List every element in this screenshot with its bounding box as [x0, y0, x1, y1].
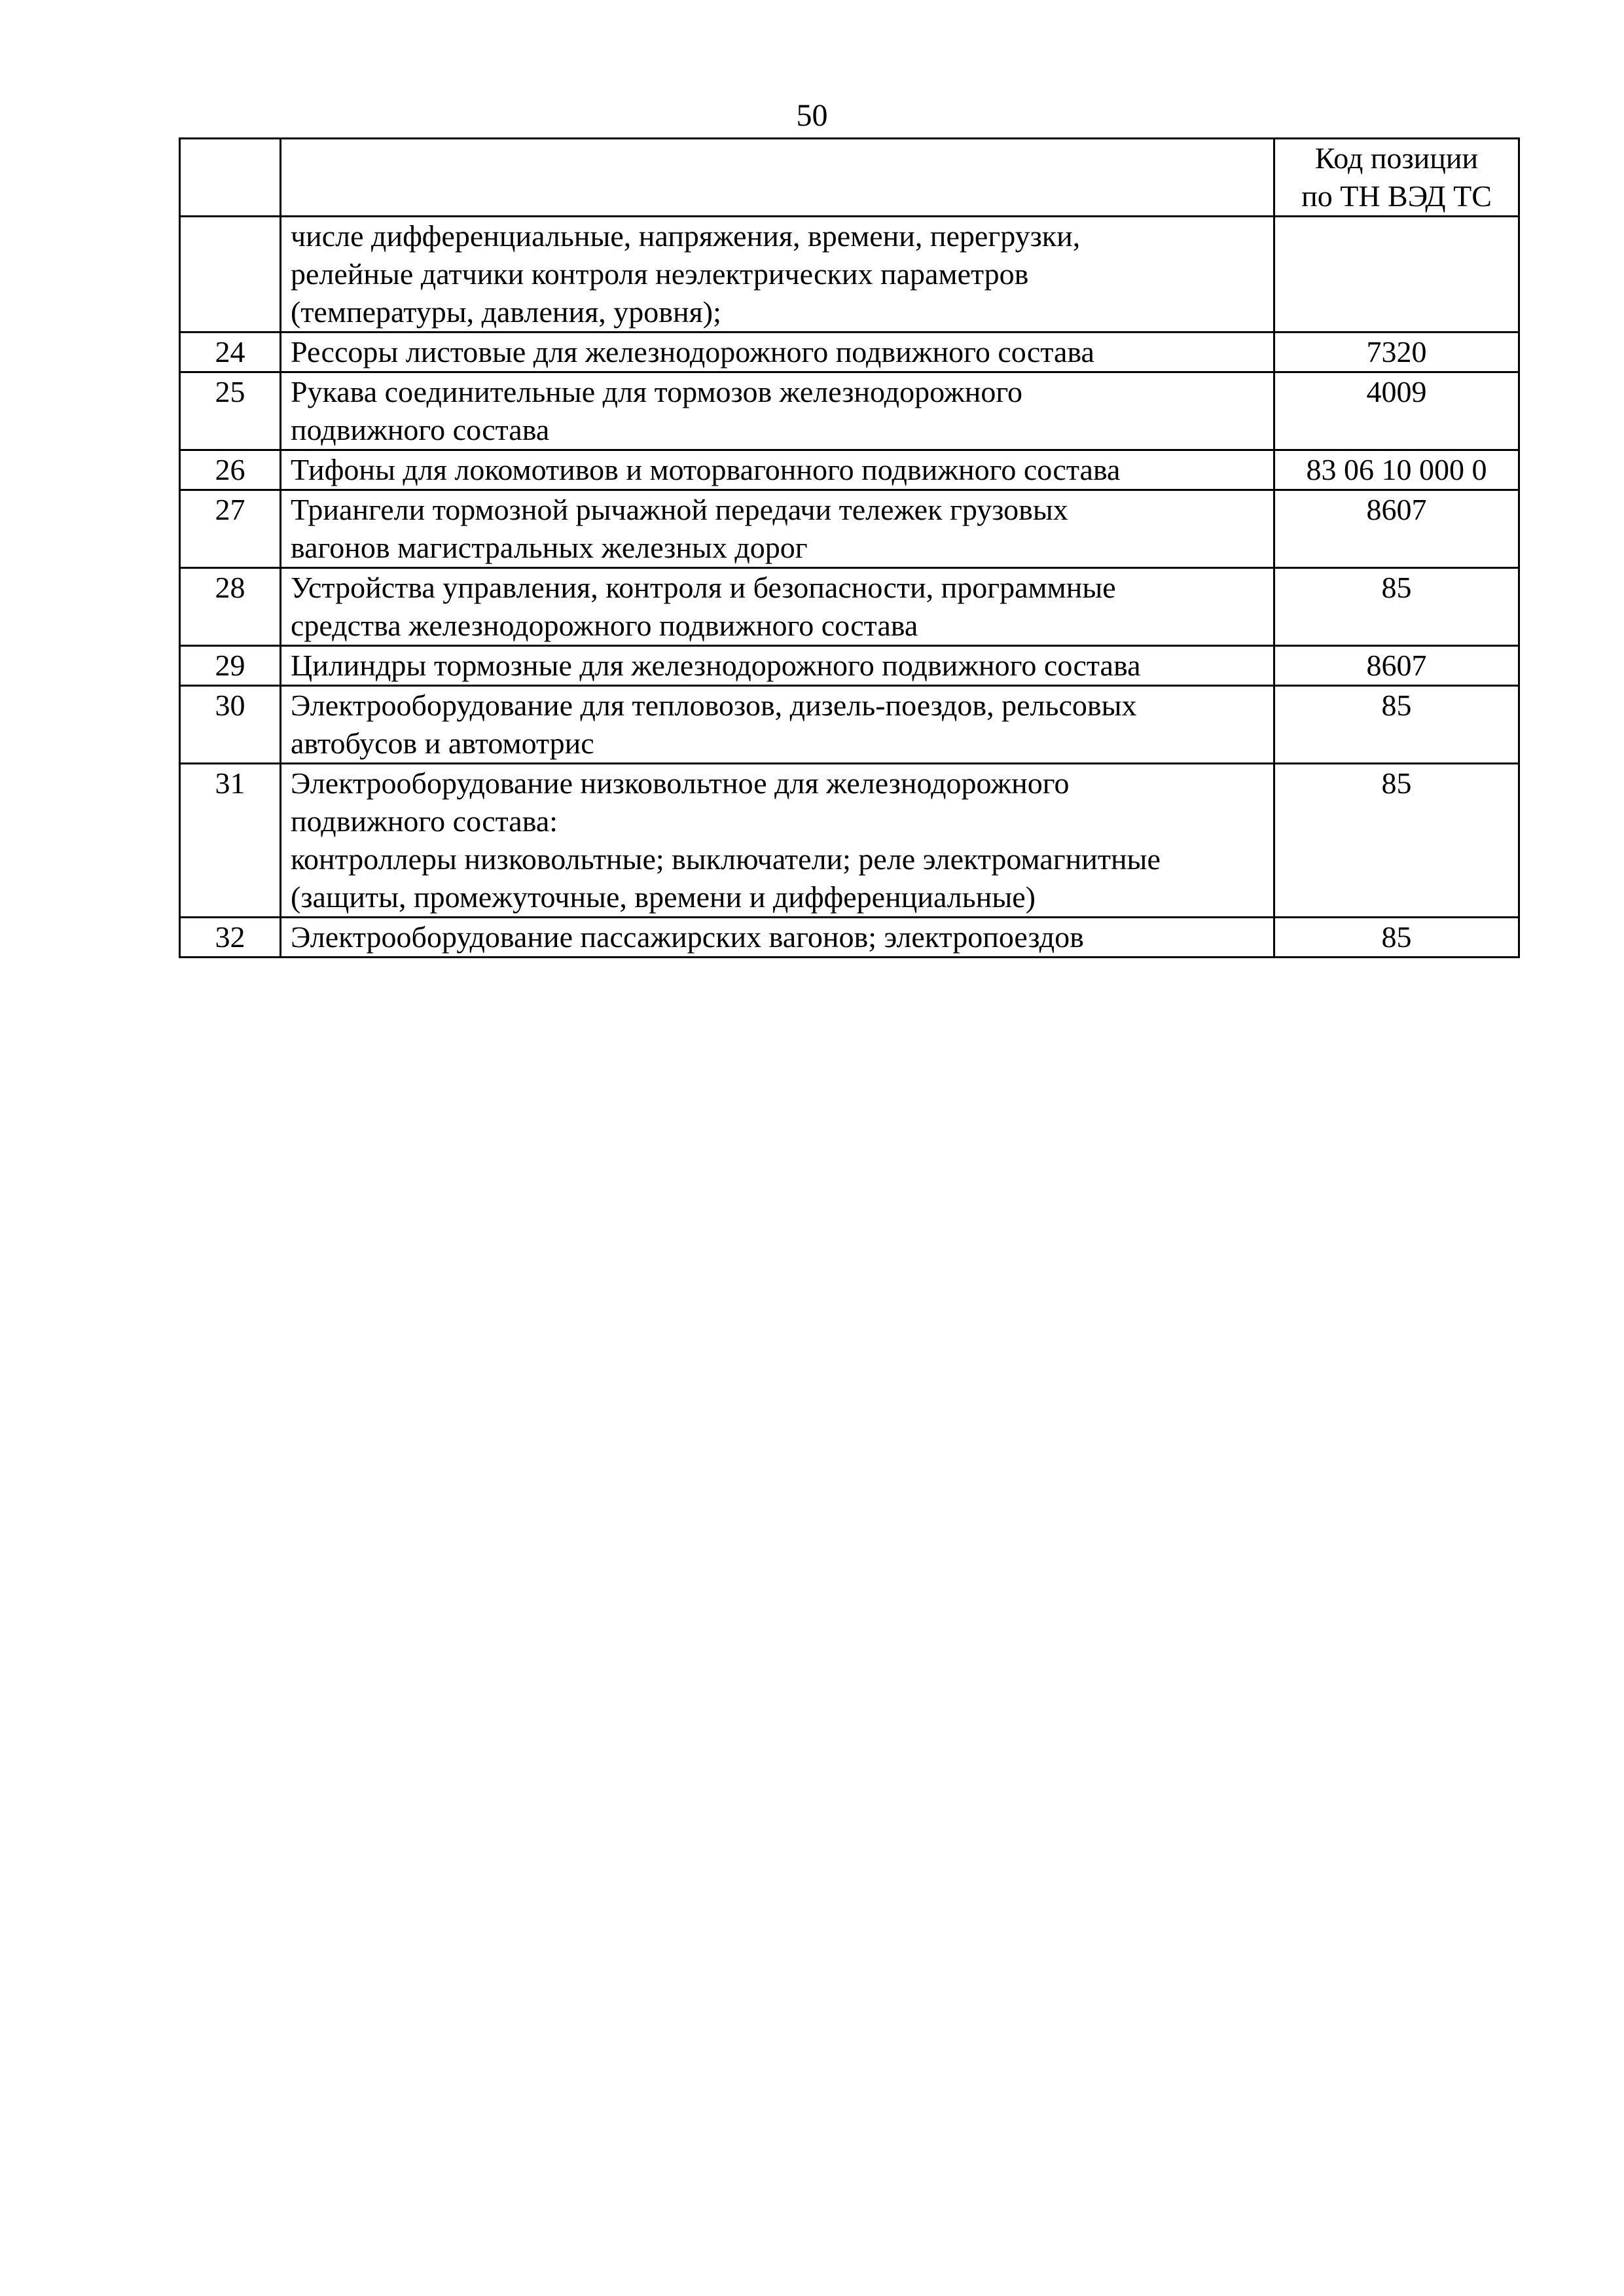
table-row — [180, 918, 1519, 958]
row-num-cell: 27 — [180, 490, 281, 568]
row-num-cell: 26 — [180, 450, 281, 490]
row-num-cell: 32 — [180, 918, 281, 958]
row-name-line: Цилиндры тормозные для железнодорожного подвижного состава — [291, 649, 1141, 682]
row-name-line: средства железнодорожного подвижного состава — [291, 609, 918, 642]
table-row — [180, 764, 1519, 918]
table-row — [180, 372, 1519, 450]
row-name-line: контроллеры низковольтные; выключатели; реле электромагнитные — [291, 842, 1161, 876]
row-code-cell: 85 — [1274, 918, 1519, 958]
header-code-cell — [1274, 139, 1519, 217]
row-code-cell: 83 06 10 000 0 — [1274, 450, 1519, 490]
row-name-line: (температуры, давления, уровня); — [291, 295, 721, 329]
table-row — [180, 568, 1519, 646]
row-name-line: подвижного состава: — [291, 804, 558, 838]
table-row — [180, 646, 1519, 686]
row-name-cell — [281, 764, 1274, 918]
table-header-row — [180, 139, 1519, 217]
row-code-cell: 85 — [1274, 686, 1519, 764]
header-num-cell — [180, 139, 281, 217]
row-code-cell: 7320 — [1274, 332, 1519, 372]
classification-table — [179, 137, 1520, 958]
header-code-line: по ТН ВЭД ТС — [1301, 179, 1492, 213]
row-num-cell: 25 — [180, 372, 281, 450]
row-name-cell — [281, 646, 1274, 686]
table-row — [180, 217, 1519, 332]
row-name-cell — [281, 568, 1274, 646]
row-name-line: (защиты, промежуточные, времени и дифференциальные) — [291, 880, 1036, 914]
table-row — [180, 490, 1519, 568]
header-code-line: Код позиции — [1314, 141, 1479, 175]
row-name-line: вагонов магистральных железных дорог — [291, 531, 808, 564]
row-num-cell: 28 — [180, 568, 281, 646]
row-name-line: Электрооборудование пассажирских вагонов; электропоездов — [291, 920, 1084, 954]
row-num-cell: 29 — [180, 646, 281, 686]
row-name-cell — [281, 918, 1274, 958]
row-name-cell — [281, 332, 1274, 372]
row-code-cell — [1274, 217, 1519, 332]
table-row — [180, 686, 1519, 764]
row-code-cell: 85 — [1274, 764, 1519, 918]
row-name-cell — [281, 372, 1274, 450]
row-code-cell: 8607 — [1274, 646, 1519, 686]
row-num-cell: 31 — [180, 764, 281, 918]
row-name-line: Рукава соединительные для тормозов железнодорожного — [291, 375, 1023, 408]
row-name-cell — [281, 686, 1274, 764]
row-name-line: Рессоры листовые для железнодорожного подвижного состава — [291, 335, 1094, 368]
row-name-line: Электрооборудование низковольтное для железнодорожного — [291, 766, 1070, 800]
row-name-line: Тифоны для локомотивов и моторвагонного подвижного состава — [291, 453, 1121, 486]
row-name-line: релейные датчики контроля неэлектрических параметров — [291, 257, 1029, 291]
row-name-line: числе дифференциальные, напряжения, времени, перегрузки, — [291, 219, 1081, 253]
row-name-cell — [281, 490, 1274, 568]
row-name-line: подвижного состава — [291, 413, 550, 446]
row-num-cell — [180, 217, 281, 332]
row-name-line: Устройства управления, контроля и безопасности, программные — [291, 571, 1116, 604]
row-code-cell: 4009 — [1274, 372, 1519, 450]
row-code-cell: 8607 — [1274, 490, 1519, 568]
row-name-line: Триангели тормозной рычажной передачи тележек грузовых — [291, 493, 1068, 526]
page-number: 50 — [796, 98, 828, 133]
row-num-cell: 30 — [180, 686, 281, 764]
row-name-line: Электрооборудование для тепловозов, дизель-поездов, рельсовых — [291, 689, 1137, 722]
row-name-cell — [281, 450, 1274, 490]
row-code-cell: 85 — [1274, 568, 1519, 646]
header-name-cell — [281, 139, 1274, 217]
table-row — [180, 332, 1519, 372]
row-num-cell: 24 — [180, 332, 281, 372]
row-name-cell — [281, 217, 1274, 332]
table-row — [180, 450, 1519, 490]
row-name-line: автобусов и автомотрис — [291, 726, 594, 760]
